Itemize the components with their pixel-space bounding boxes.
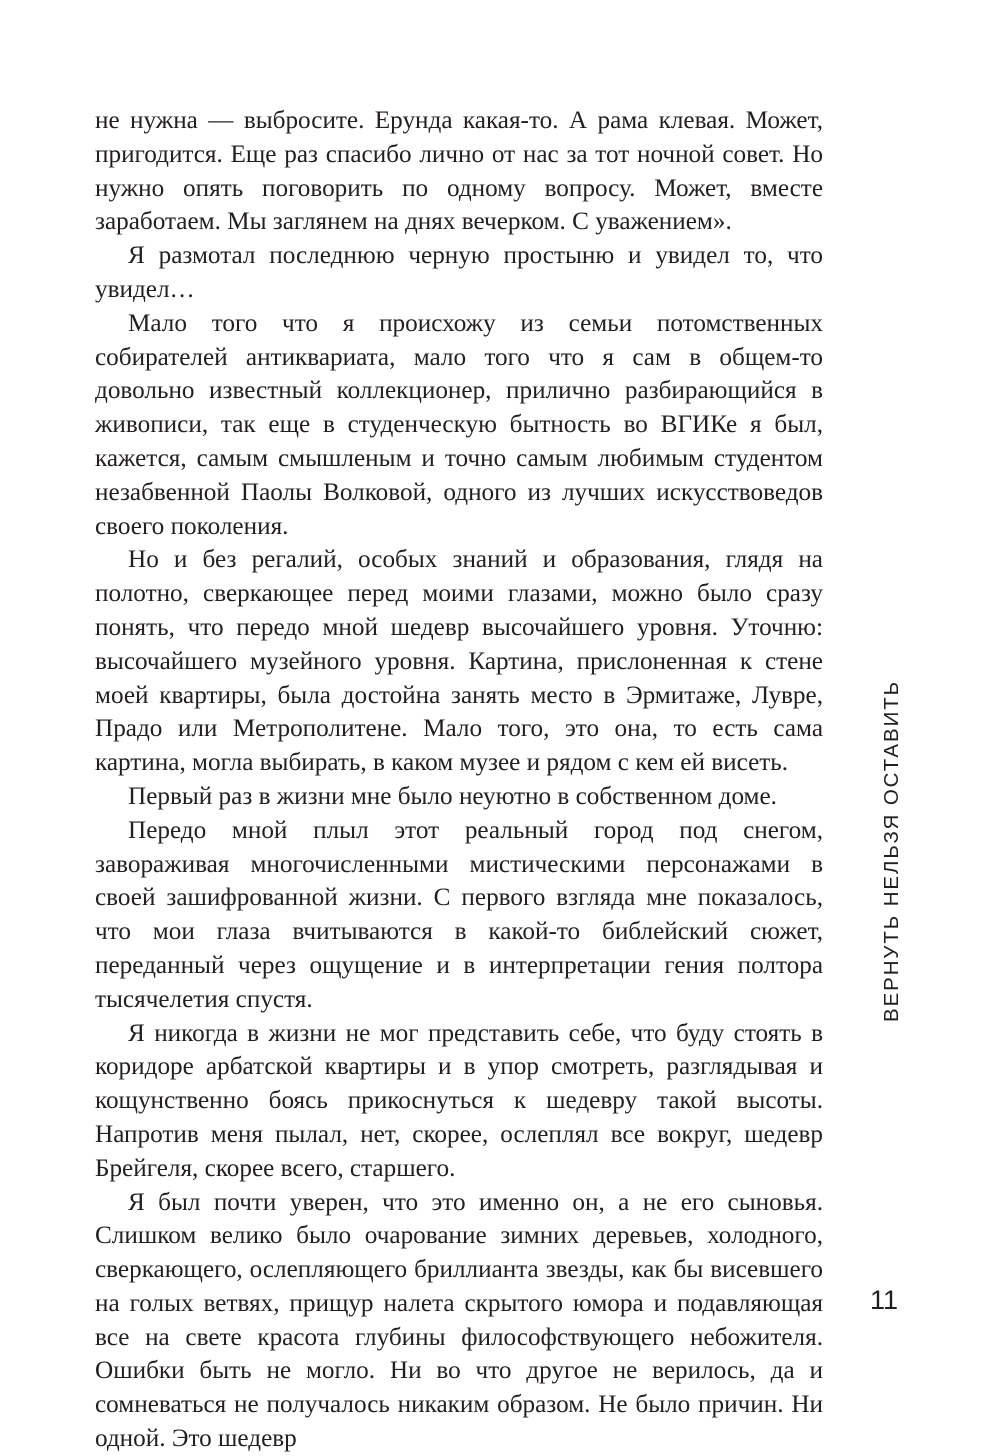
paragraph-5: Первый раз в жизни мне было неуютно в собственном доме. [128,782,777,810]
page-number: 11 [870,1285,899,1315]
paragraph-6: Передо мной плыл этот реальный город под снегом, завораживая многочисленными мистическими персонажами в своей зашифрованной жизни. С первого взгляда мне показалось, что мои глаза вчитываются в какой-то библейский сюжет, переданный через ощущение и в интерпретации гения полтора тысячелетия спустя. [95,816,823,1013]
paragraph-7: Я никогда в жизни не мог представить себе, что буду стоять в коридоре арбатской квартиры и в упор смотреть, разглядывая и кощунственно боясь прикоснуться к шедевру такой высоты. Напротив меня пылал, нет, скорее, ослеплял все вокруг, шедевр Брейгеля, скорее всего, старшего. [95,1019,823,1182]
paragraph-3: Мало того что я происхожу из семьи потомственных собирателей антиквариата, мало того что я сам в общем-то довольно известный коллекционер, прилично разбирающийся в живописи, так еще в студенческую бытность во ВГИКе я был, кажется, самым смышленым и точно самым любимым студентом незабвенной Паолы Волковой, одного из лучших искусствоведов своего поколения. [95,309,823,540]
body-text [95,104,823,1456]
paragraph-8: Я был почти уверен, что это именно он, а не его сыновья. Слишком велико было очарование зимних деревьев, холодного, сверкающего, ослепляющего бриллианта звезды, как бы висевшего на голых ветвях, прищур налета скрытого юмора и подавляющая все на свете красота глубины философствующего небожителя. Ошибки быть не могло. Ни во что другое не верилось, да и сомневаться не получалось никаким образом. Не было причин. Ни одной. Это шедевр [95,1188,823,1453]
paragraph-4: Но и без регалий, особых знаний и образования, глядя на полотно, сверкающее перед моими глазами, можно было сразу понять, что передо мной шедевр высочайшего уровня. Уточню: высочайшего музейного уровня. Картина, прислоненная к стене моей квартиры, была достойна занять место в Эрмитаже, Лувре, Прадо или Метрополитене. Мало того, это она, то есть сама картина, могла выбирать, в каком музее и рядом с кем ей висеть. [95,546,823,777]
paragraph-2: Я размотал последнюю черную простыню и увидел то, что увидел… [95,242,823,303]
paragraph-1: не нужна — выбросите. Ерунда какая-то. А рама клевая. Может, пригодится. Еще раз спасибо лично от нас за тот ночной совет. Но нужно опять поговорить по одному вопросу. Может, вместе заработаем. Мы заглянем на днях вечерком. С уважением». [95,107,823,236]
running-head: ВЕРНУТЬ НЕЛЬЗЯ ОСТАВИТЬ [880,680,903,1022]
